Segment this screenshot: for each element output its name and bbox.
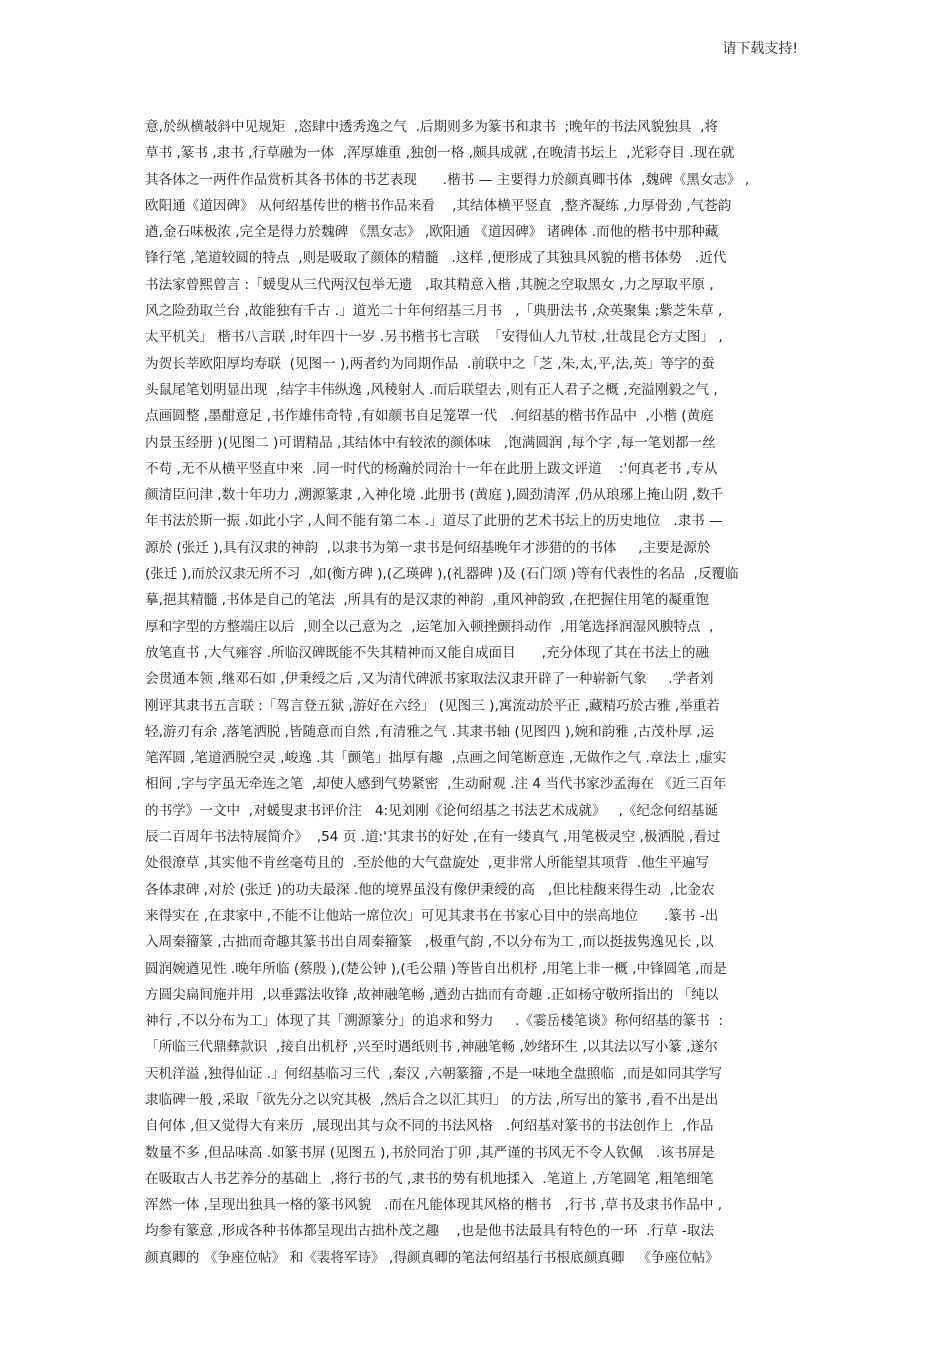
body-text-line: 数量不多 ,但品味高 .如篆书屏 (见图五 ),书於同治丁卯 ,其严谨的书风无不令人钦佩 .该书屏是: [145, 1144, 715, 1161]
body-text-line: 的书学》一文中 ,对蝯叟隶书评价注 4:见刘刚《论何绍基之书法艺术成就》 ,《纪念何绍基诞: [145, 802, 718, 819]
body-text-line: 书法家曾熙曾言 :「蝯叟从三代两汉包举无遗 ,取其精意入楷 ,其腕之空取黑女 ,力之厚取平原 ,: [145, 276, 714, 293]
body-text-line: 其各体之一两件作品赏析其各书体的书艺表现 .楷书 — 主要得力於颜真卿书体 ,魏碑《黑女志》 ,: [145, 171, 750, 188]
body-text-line: 浑然一体 ,呈现出独具一格的篆书风貌 .而在凡能体现其风格的楷书 ,行书 ,草书及隶书作品中 ,: [145, 1197, 723, 1214]
download-support-header: 请下载支持!: [722, 41, 798, 57]
body-text-line: 草书 ,篆书 ,隶书 ,行草融为一体 ,浑厚雄重 ,独创一格 ,颇具成就 ,在晚清书坛上 ,光彩夺目 .现在就: [145, 145, 735, 162]
body-text-line: 厚和字型的方整端庄以后 ,则全以己意为之 ,运笔加入顿挫颤抖动作 ,用笔选择润湿风腴特点 ,: [145, 618, 714, 635]
body-text-line: 来得实在 ,在隶家中 ,不能不让他站一席位次」可见其隶书在书家心目中的崇高地位 .篆书 -出: [145, 907, 719, 924]
body-text-line: 神行 ,不以分布为工」体现了其「溯源篆分」的追求和努力 .《霎岳楼笔谈》称何绍基的篆书 :: [145, 1013, 723, 1030]
body-text-line: 均参有篆意 ,形成各种书体都呈现出古拙朴茂之趣 ,也是他书法最具有特色的一环 .行草 -取法: [145, 1223, 714, 1240]
body-text-line: 太平机关」 楷书八言联 ,时年四十一岁 .另书楷书七言联 「安得仙人九节杖 ,壮哉昆仑方丈图」 ,: [145, 329, 723, 346]
body-text-line: 源於 (张迁 ),具有汉隶的神韵 ,以隶书为第一隶书是何绍基晚年才涉猎的的书体 ,主要是源於: [145, 539, 711, 556]
body-text-line: 天机洋溢 ,独得仙证 .」何绍基临习三代 ,秦汉 ,六朝篆籀 ,不是一味地全盘照临 ,而是如同其学写: [145, 1065, 723, 1082]
body-text-line: 颜清臣问津 ,数十年功力 ,溯源篆隶 ,入神化境 .此册书 (黄庭 ),圆劲清浑 ,仍从琅琊上掩山阴 ,数千: [145, 487, 724, 504]
body-text-line: 入周秦籀篆 ,古拙而奇趣其篆书出自周秦籀篆 ,极重气韵 ,不以分布为工 ,而以挺拔隽逸见长 ,以: [145, 934, 714, 951]
body-text-line: 头鼠尾笔划明显出现 ,结字丰伟纵逸 ,风稜射人 .而后联望去 ,则有正人君子之概 ,充溢刚毅之气 ,: [145, 381, 718, 398]
body-text-line: 欧阳通《道因碑》 从何绍基传世的楷书作品来看 ,其结体横平竖直 ,整齐凝练 ,力厚骨劲 ,气苍韵: [145, 197, 732, 214]
body-text-line: 轻,游刃有余 ,落笔洒脱 ,皆随意而自然 ,有清雅之气 .其隶书轴 (见图四 ),婉和韵雅 ,古茂朴厚 ,运: [145, 723, 715, 740]
body-text-line: 放笔直书 ,大气雍容 .所临汉碑既能不失其精神而又能自成面目 ,充分体现了其在书法上的融: [145, 644, 710, 661]
body-text-line: 笔浑圆 ,笔道洒脱空灵 ,峻逸 .其「颤笔」拙厚有趣 ,点画之间笔断意连 ,无做作之气 .章法上 ,虚实: [145, 750, 727, 767]
body-text-line: 圆润婉遒见性 .晚年所临 (蔡殷 ),(楚公钟 ),(毛公鼎 )等皆自出机杼 ,用笔上非一概 ,中锋圆笔 ,而是: [145, 960, 727, 977]
body-text-line: 刚评其隶书五言联 :「驾言登五狱 ,游好在六经」 (见图三 ),寓流动於平正 ,藏精巧於古雅 ,举重若: [145, 697, 720, 714]
body-text-line: 不苟 ,无不从横平竖直中来 .同一时代的杨瀚於同治十一年在此册上跋文评道 :'何真老书 ,专从: [145, 460, 718, 477]
body-text-line: 各体隶碑 ,对於 (张迁 )的功夫最深 .他的境界虽没有像伊秉绶的高 ,但比桂馥来得生动 ,比金农: [145, 881, 715, 898]
body-text-line: 在吸取古人书艺养分的基础上 ,将行书的气 ,隶书的势有机地揉入 .笔道上 ,方笔圆笔 ,粗笔细笔: [145, 1170, 714, 1187]
body-text-line: 方圆尖扁间施并用 ,以垂露法收锋 ,故神融笔畅 ,遒劲古拙而有奇趣 .正如杨守敬所指出的 「纯以: [145, 986, 719, 1003]
body-text-line: 年书法於斯一振 .如此小字 ,人间不能有第二本 .」道尽了此册的艺术书坛上的历史地位 .隶书 —: [145, 513, 723, 530]
body-text-line: 内景玉经册 )(见图二 )可谓精品 ,其结体中有较浓的颜体味 ,饱满圆润 ,每个字 ,每一笔划都一丝: [145, 434, 716, 451]
body-text-line: 遒,金石味极浓 ,完全是得力於魏碑 《黑女志》 ,欧阳通 《道因碑》 诸碑体 .而他的楷书中那种藏: [145, 224, 719, 241]
body-text-line: 辰二百周年书法特展简介》 ,54 页 .道:'其隶书的好处 ,在有一缕真气 ,用笔极灵空 ,极洒脱 ,看过: [145, 829, 721, 846]
body-text-line: 相间 ,字与字虽无牵连之笔 ,却使人感到气势紧密 ,生动耐观 .注 4 当代书家沙孟海在 《近三百年: [145, 776, 727, 793]
body-text-line: 点画圆整 ,墨酣意足 ,书作雄伟奇特 ,有如颜书自足笼罩一代 .何绍基的楷书作品中 ,小楷 (黄庭: [145, 408, 714, 425]
body-text-line: 会贯通本领 ,继邓石如 ,伊秉绶之后 ,又为清代碑派书家取法汉隶开辟了一种崭新气象 .学者刘: [145, 671, 714, 688]
body-text-line: 颜真卿的 《争座位帖》 和《裴将军诗》 ,得颜真卿的笔法何绍基行书根底颜真卿 《争座位帖》: [145, 1249, 719, 1266]
body-text-line: 风之险劲取兰台 ,故能独有千古 .」道光二十年何绍基三月书 ,「典册法书 ,众英聚集 ;紫芝朱草 ,: [145, 303, 723, 320]
body-text-line: 隶临碑一般 ,采取「欲先分之以究其极 ,然后合之以汇其归」 的方法 ,所写出的篆书 ,看不出是出: [145, 1091, 719, 1108]
body-text-line: 「所临三代鼎彝款识 ,接自出机杼 ,兴至时遇纸则书 ,神融笔畅 ,妙绪环生 ,以其法以写小篆 ,遂尔: [145, 1039, 718, 1056]
body-text-line: 锋行笔 ,笔道较圆的特点 ,则是吸取了颜体的精髓 .这样 ,便形成了其独具风貌的楷书体势 .近代: [145, 250, 727, 267]
body-text-line: 摹,挹其精髓 ,书体是自己的笔法 ,所具有的是汉隶的神韵 ,重风神韵致 ,在把握住用笔的凝重饱: [145, 592, 710, 609]
body-text-line: (张迁 ),而於汉隶无所不习 ,如(衡方碑 ),(乙瑛碑 ),(礼器碑 )及 (石门颂 )等有代表性的名品 ,反覆临: [145, 566, 739, 583]
article-body: [145, 114, 811, 1271]
body-text-line: 为贺长莘欧阳厚均寿联 (见图一 ),两者约为同期作品 .前联中之「芝 ,朱,太,平,法,英」等字的蚕: [145, 355, 715, 372]
body-text-line: 意,於纵横攲斜中见规矩 ,恣肆中透秀逸之气 .后期则多为篆书和隶书 ;晚年的书法风貌独具 ,将: [145, 119, 718, 135]
body-text-line: 自何体 ,但又觉得大有来历 ,展现出其与众不同的书法风格 .何绍基对篆书的书法创作上 ,作品: [145, 1118, 714, 1135]
body-text-line: 处很潦草 ,其实他不肯丝毫苟且的 .至於他的大气盘旋处 ,更非常人所能望其项背 .他生平遍写: [145, 855, 710, 872]
